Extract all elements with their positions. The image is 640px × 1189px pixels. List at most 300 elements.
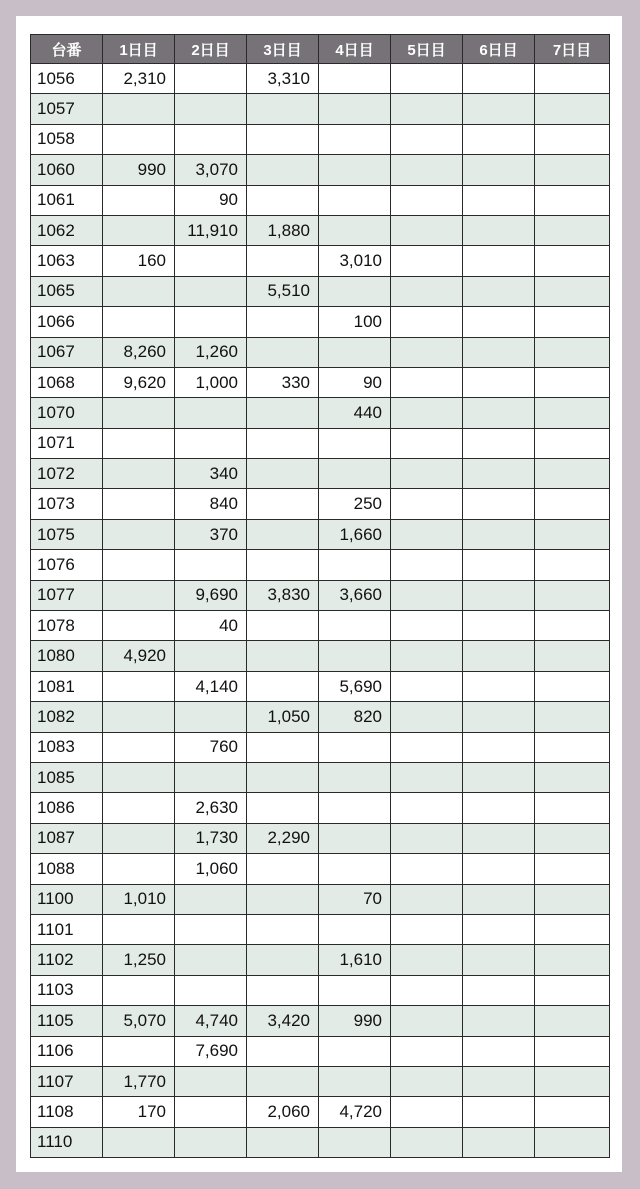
table-row	[31, 975, 610, 1005]
day-2-value-cell	[175, 1066, 247, 1096]
table-row	[31, 1127, 610, 1157]
machine-number-cell: 1075	[31, 519, 103, 549]
day-1-value-cell	[103, 580, 175, 610]
day-3-value-cell: 1,050	[247, 702, 319, 732]
day-6-value-cell	[463, 519, 535, 549]
day-1-value-cell	[103, 307, 175, 337]
day-6-value-cell	[463, 854, 535, 884]
day-2-value-cell: 1,000	[175, 367, 247, 397]
day-1-value-cell	[103, 611, 175, 641]
table-body	[31, 64, 610, 1158]
machine-number-cell: 1078	[31, 611, 103, 641]
day-4-value-cell: 820	[319, 702, 391, 732]
day-1-value-cell	[103, 459, 175, 489]
day-5-value-cell	[391, 702, 463, 732]
day-6-value-cell	[463, 914, 535, 944]
day-7-value-cell	[535, 519, 610, 549]
day-5-value-cell	[391, 215, 463, 245]
machine-number-cell: 1061	[31, 185, 103, 215]
day-4-value-cell	[319, 641, 391, 671]
day-4-value-cell	[319, 428, 391, 458]
day-6-value-cell	[463, 702, 535, 732]
day-5-value-cell	[391, 732, 463, 762]
day-4-value-cell: 250	[319, 489, 391, 519]
day-4-value-cell	[319, 793, 391, 823]
day-4-value-cell: 100	[319, 307, 391, 337]
day-4-value-cell: 440	[319, 398, 391, 428]
day-2-value-cell	[175, 398, 247, 428]
machine-number-cell: 1110	[31, 1127, 103, 1157]
day-3-value-cell	[247, 519, 319, 549]
day-3-value-cell	[247, 489, 319, 519]
day-5-value-cell	[391, 428, 463, 458]
day-4-value-cell	[319, 64, 391, 94]
day-5-value-cell	[391, 823, 463, 853]
day-2-value-cell: 1,730	[175, 823, 247, 853]
day-3-value-cell	[247, 398, 319, 428]
day-6-value-cell	[463, 671, 535, 701]
day-3-value-cell	[247, 550, 319, 580]
day-5-value-cell	[391, 1006, 463, 1036]
day-6-value-cell	[463, 823, 535, 853]
day-1-value-cell	[103, 762, 175, 792]
day-6-value-cell	[463, 1006, 535, 1036]
day-7-value-cell	[535, 307, 610, 337]
machine-number-cell: 1087	[31, 823, 103, 853]
day-1-value-cell	[103, 550, 175, 580]
table-row	[31, 124, 610, 154]
day-4-value-cell: 1,610	[319, 945, 391, 975]
day-5-value-cell	[391, 155, 463, 185]
day-3-value-cell	[247, 1036, 319, 1066]
day-1-value-cell	[103, 185, 175, 215]
day-6-value-cell	[463, 489, 535, 519]
day-4-value-cell: 3,010	[319, 246, 391, 276]
day-6-value-cell	[463, 94, 535, 124]
day-5-value-cell	[391, 611, 463, 641]
day-4-value-cell: 3,660	[319, 580, 391, 610]
day-2-value-cell: 340	[175, 459, 247, 489]
day-5-value-cell	[391, 1036, 463, 1066]
day-2-value-cell: 40	[175, 611, 247, 641]
table-row	[31, 459, 610, 489]
day-6-value-cell	[463, 884, 535, 914]
day-3-value-cell	[247, 762, 319, 792]
machine-number-cell: 1106	[31, 1036, 103, 1066]
table-row	[31, 1006, 610, 1036]
day-7-value-cell	[535, 732, 610, 762]
day-2-value-cell	[175, 246, 247, 276]
day-5-value-cell	[391, 945, 463, 975]
day-3-value-cell: 3,420	[247, 1006, 319, 1036]
day-6-value-cell	[463, 641, 535, 671]
machine-number-cell: 1066	[31, 307, 103, 337]
day-1-value-cell	[103, 702, 175, 732]
day-4-value-cell	[319, 550, 391, 580]
day-4-value-cell	[319, 1036, 391, 1066]
day-4-value-cell	[319, 854, 391, 884]
day-2-value-cell	[175, 945, 247, 975]
table-row	[31, 428, 610, 458]
day-5-value-cell	[391, 276, 463, 306]
table-row	[31, 611, 610, 641]
day-3-value-cell: 2,290	[247, 823, 319, 853]
day-1-value-cell	[103, 732, 175, 762]
day-7-value-cell	[535, 215, 610, 245]
table-row	[31, 1066, 610, 1096]
day-7-value-cell	[535, 185, 610, 215]
day-5-value-cell	[391, 459, 463, 489]
header-day-3: 3日目	[247, 35, 319, 64]
day-7-value-cell	[535, 1066, 610, 1096]
day-4-value-cell: 990	[319, 1006, 391, 1036]
day-3-value-cell	[247, 246, 319, 276]
day-1-value-cell: 1,770	[103, 1066, 175, 1096]
machine-number-cell: 1067	[31, 337, 103, 367]
day-1-value-cell	[103, 428, 175, 458]
day-7-value-cell	[535, 337, 610, 367]
day-3-value-cell	[247, 428, 319, 458]
day-7-value-cell	[535, 702, 610, 732]
day-2-value-cell	[175, 762, 247, 792]
day-7-value-cell	[535, 823, 610, 853]
day-5-value-cell	[391, 854, 463, 884]
machine-number-cell: 1083	[31, 732, 103, 762]
machine-number-cell: 1085	[31, 762, 103, 792]
day-4-value-cell	[319, 1127, 391, 1157]
day-3-value-cell	[247, 1066, 319, 1096]
day-4-value-cell	[319, 215, 391, 245]
day-7-value-cell	[535, 914, 610, 944]
day-2-value-cell: 4,740	[175, 1006, 247, 1036]
day-2-value-cell: 760	[175, 732, 247, 762]
header-day-5: 5日目	[391, 35, 463, 64]
day-5-value-cell	[391, 124, 463, 154]
table-row	[31, 823, 610, 853]
day-2-value-cell	[175, 276, 247, 306]
day-6-value-cell	[463, 580, 535, 610]
day-5-value-cell	[391, 367, 463, 397]
machine-number-cell: 1060	[31, 155, 103, 185]
machine-number-cell: 1077	[31, 580, 103, 610]
day-2-value-cell	[175, 884, 247, 914]
machine-number-cell: 1057	[31, 94, 103, 124]
day-2-value-cell	[175, 307, 247, 337]
table-row	[31, 489, 610, 519]
machine-number-cell: 1100	[31, 884, 103, 914]
day-7-value-cell	[535, 459, 610, 489]
day-5-value-cell	[391, 307, 463, 337]
day-5-value-cell	[391, 914, 463, 944]
day-6-value-cell	[463, 185, 535, 215]
day-3-value-cell	[247, 884, 319, 914]
header-machine-number: 台番	[31, 35, 103, 64]
machine-number-cell: 1081	[31, 671, 103, 701]
header-day-4: 4日目	[319, 35, 391, 64]
day-3-value-cell	[247, 94, 319, 124]
day-5-value-cell	[391, 762, 463, 792]
machine-number-cell: 1082	[31, 702, 103, 732]
machine-number-cell: 1070	[31, 398, 103, 428]
machine-number-cell: 1071	[31, 428, 103, 458]
day-1-value-cell: 1,010	[103, 884, 175, 914]
table-row	[31, 337, 610, 367]
day-7-value-cell	[535, 246, 610, 276]
day-6-value-cell	[463, 124, 535, 154]
day-1-value-cell: 170	[103, 1097, 175, 1127]
day-7-value-cell	[535, 1036, 610, 1066]
day-3-value-cell	[247, 611, 319, 641]
day-1-value-cell	[103, 823, 175, 853]
day-3-value-cell: 2,060	[247, 1097, 319, 1127]
machine-number-cell: 1073	[31, 489, 103, 519]
day-1-value-cell	[103, 1127, 175, 1157]
table-row	[31, 307, 610, 337]
day-7-value-cell	[535, 489, 610, 519]
day-1-value-cell	[103, 854, 175, 884]
day-6-value-cell	[463, 1127, 535, 1157]
day-5-value-cell	[391, 1066, 463, 1096]
table-row	[31, 94, 610, 124]
machine-number-cell: 1108	[31, 1097, 103, 1127]
day-7-value-cell	[535, 124, 610, 154]
day-1-value-cell	[103, 975, 175, 1005]
day-2-value-cell	[175, 975, 247, 1005]
day-1-value-cell: 5,070	[103, 1006, 175, 1036]
day-4-value-cell	[319, 823, 391, 853]
day-7-value-cell	[535, 94, 610, 124]
day-1-value-cell	[103, 489, 175, 519]
day-5-value-cell	[391, 94, 463, 124]
day-3-value-cell: 3,830	[247, 580, 319, 610]
day-1-value-cell: 4,920	[103, 641, 175, 671]
day-1-value-cell	[103, 1036, 175, 1066]
day-6-value-cell	[463, 1036, 535, 1066]
day-4-value-cell	[319, 611, 391, 641]
day-3-value-cell	[247, 854, 319, 884]
day-4-value-cell	[319, 732, 391, 762]
machine-number-cell: 1072	[31, 459, 103, 489]
table-row	[31, 246, 610, 276]
table-row	[31, 702, 610, 732]
table-row	[31, 155, 610, 185]
day-3-value-cell	[247, 975, 319, 1005]
table-row	[31, 215, 610, 245]
day-1-value-cell: 2,310	[103, 64, 175, 94]
day-2-value-cell: 2,630	[175, 793, 247, 823]
day-7-value-cell	[535, 1097, 610, 1127]
day-7-value-cell	[535, 884, 610, 914]
day-6-value-cell	[463, 367, 535, 397]
table-row	[31, 1036, 610, 1066]
day-1-value-cell	[103, 215, 175, 245]
day-6-value-cell	[463, 975, 535, 1005]
machine-number-cell: 1086	[31, 793, 103, 823]
day-5-value-cell	[391, 671, 463, 701]
day-3-value-cell	[247, 671, 319, 701]
day-3-value-cell: 5,510	[247, 276, 319, 306]
day-3-value-cell	[247, 945, 319, 975]
day-6-value-cell	[463, 276, 535, 306]
day-7-value-cell	[535, 155, 610, 185]
table-row	[31, 793, 610, 823]
day-5-value-cell	[391, 519, 463, 549]
day-3-value-cell	[247, 914, 319, 944]
machine-number-cell: 1088	[31, 854, 103, 884]
machine-number-cell: 1103	[31, 975, 103, 1005]
day-3-value-cell	[247, 307, 319, 337]
day-7-value-cell	[535, 64, 610, 94]
header-day-2: 2日目	[175, 35, 247, 64]
day-5-value-cell	[391, 580, 463, 610]
day-2-value-cell: 11,910	[175, 215, 247, 245]
day-4-value-cell	[319, 276, 391, 306]
day-3-value-cell	[247, 337, 319, 367]
table-row	[31, 671, 610, 701]
day-4-value-cell: 70	[319, 884, 391, 914]
day-1-value-cell	[103, 276, 175, 306]
day-7-value-cell	[535, 611, 610, 641]
day-4-value-cell: 90	[319, 367, 391, 397]
day-2-value-cell	[175, 550, 247, 580]
day-2-value-cell: 7,690	[175, 1036, 247, 1066]
machine-number-cell: 1080	[31, 641, 103, 671]
day-6-value-cell	[463, 793, 535, 823]
day-3-value-cell	[247, 1127, 319, 1157]
table-row	[31, 884, 610, 914]
day-2-value-cell	[175, 1097, 247, 1127]
day-2-value-cell	[175, 94, 247, 124]
table-row	[31, 854, 610, 884]
table-row	[31, 519, 610, 549]
day-3-value-cell	[247, 185, 319, 215]
results-table	[30, 34, 610, 1158]
day-6-value-cell	[463, 215, 535, 245]
day-4-value-cell	[319, 1066, 391, 1096]
day-2-value-cell	[175, 914, 247, 944]
day-3-value-cell: 330	[247, 367, 319, 397]
day-6-value-cell	[463, 428, 535, 458]
machine-number-cell: 1102	[31, 945, 103, 975]
day-6-value-cell	[463, 1066, 535, 1096]
day-2-value-cell	[175, 124, 247, 154]
day-7-value-cell	[535, 580, 610, 610]
day-1-value-cell	[103, 124, 175, 154]
day-2-value-cell	[175, 428, 247, 458]
day-5-value-cell	[391, 975, 463, 1005]
day-5-value-cell	[391, 337, 463, 367]
machine-number-cell: 1065	[31, 276, 103, 306]
day-6-value-cell	[463, 398, 535, 428]
machine-number-cell: 1056	[31, 64, 103, 94]
day-6-value-cell	[463, 459, 535, 489]
day-7-value-cell	[535, 276, 610, 306]
day-3-value-cell	[247, 732, 319, 762]
machine-number-cell: 1058	[31, 124, 103, 154]
table-row	[31, 185, 610, 215]
day-2-value-cell: 1,060	[175, 854, 247, 884]
day-7-value-cell	[535, 428, 610, 458]
table-row	[31, 550, 610, 580]
table-row	[31, 580, 610, 610]
day-6-value-cell	[463, 246, 535, 276]
day-6-value-cell	[463, 762, 535, 792]
day-7-value-cell	[535, 550, 610, 580]
day-6-value-cell	[463, 945, 535, 975]
header-row	[31, 35, 610, 64]
day-2-value-cell: 840	[175, 489, 247, 519]
day-6-value-cell	[463, 307, 535, 337]
day-4-value-cell: 1,660	[319, 519, 391, 549]
day-6-value-cell	[463, 732, 535, 762]
day-4-value-cell: 4,720	[319, 1097, 391, 1127]
day-7-value-cell	[535, 367, 610, 397]
day-7-value-cell	[535, 854, 610, 884]
day-5-value-cell	[391, 550, 463, 580]
header-day-7: 7日目	[535, 35, 610, 64]
table-row	[31, 732, 610, 762]
day-5-value-cell	[391, 793, 463, 823]
day-4-value-cell	[319, 337, 391, 367]
day-3-value-cell: 1,880	[247, 215, 319, 245]
table-row	[31, 398, 610, 428]
day-4-value-cell	[319, 914, 391, 944]
header-day-1: 1日目	[103, 35, 175, 64]
day-1-value-cell	[103, 914, 175, 944]
day-2-value-cell	[175, 641, 247, 671]
day-3-value-cell: 3,310	[247, 64, 319, 94]
day-4-value-cell	[319, 185, 391, 215]
day-2-value-cell	[175, 1127, 247, 1157]
day-3-value-cell	[247, 155, 319, 185]
day-1-value-cell: 8,260	[103, 337, 175, 367]
machine-number-cell: 1076	[31, 550, 103, 580]
day-1-value-cell	[103, 671, 175, 701]
day-4-value-cell: 5,690	[319, 671, 391, 701]
day-4-value-cell	[319, 155, 391, 185]
machine-number-cell: 1063	[31, 246, 103, 276]
table-row	[31, 914, 610, 944]
header-day-6: 6日目	[463, 35, 535, 64]
day-3-value-cell	[247, 641, 319, 671]
table-row	[31, 762, 610, 792]
day-2-value-cell: 1,260	[175, 337, 247, 367]
day-5-value-cell	[391, 185, 463, 215]
day-1-value-cell: 990	[103, 155, 175, 185]
day-4-value-cell	[319, 124, 391, 154]
day-5-value-cell	[391, 884, 463, 914]
day-6-value-cell	[463, 155, 535, 185]
day-5-value-cell	[391, 398, 463, 428]
day-7-value-cell	[535, 641, 610, 671]
table-row	[31, 64, 610, 94]
day-1-value-cell	[103, 519, 175, 549]
table-row	[31, 1097, 610, 1127]
day-7-value-cell	[535, 671, 610, 701]
day-2-value-cell: 3,070	[175, 155, 247, 185]
day-1-value-cell	[103, 94, 175, 124]
machine-number-cell: 1105	[31, 1006, 103, 1036]
day-5-value-cell	[391, 1097, 463, 1127]
day-2-value-cell: 4,140	[175, 671, 247, 701]
day-7-value-cell	[535, 1127, 610, 1157]
day-4-value-cell	[319, 94, 391, 124]
day-1-value-cell: 1,250	[103, 945, 175, 975]
day-5-value-cell	[391, 64, 463, 94]
table-row	[31, 641, 610, 671]
day-1-value-cell: 160	[103, 246, 175, 276]
day-1-value-cell: 9,620	[103, 367, 175, 397]
